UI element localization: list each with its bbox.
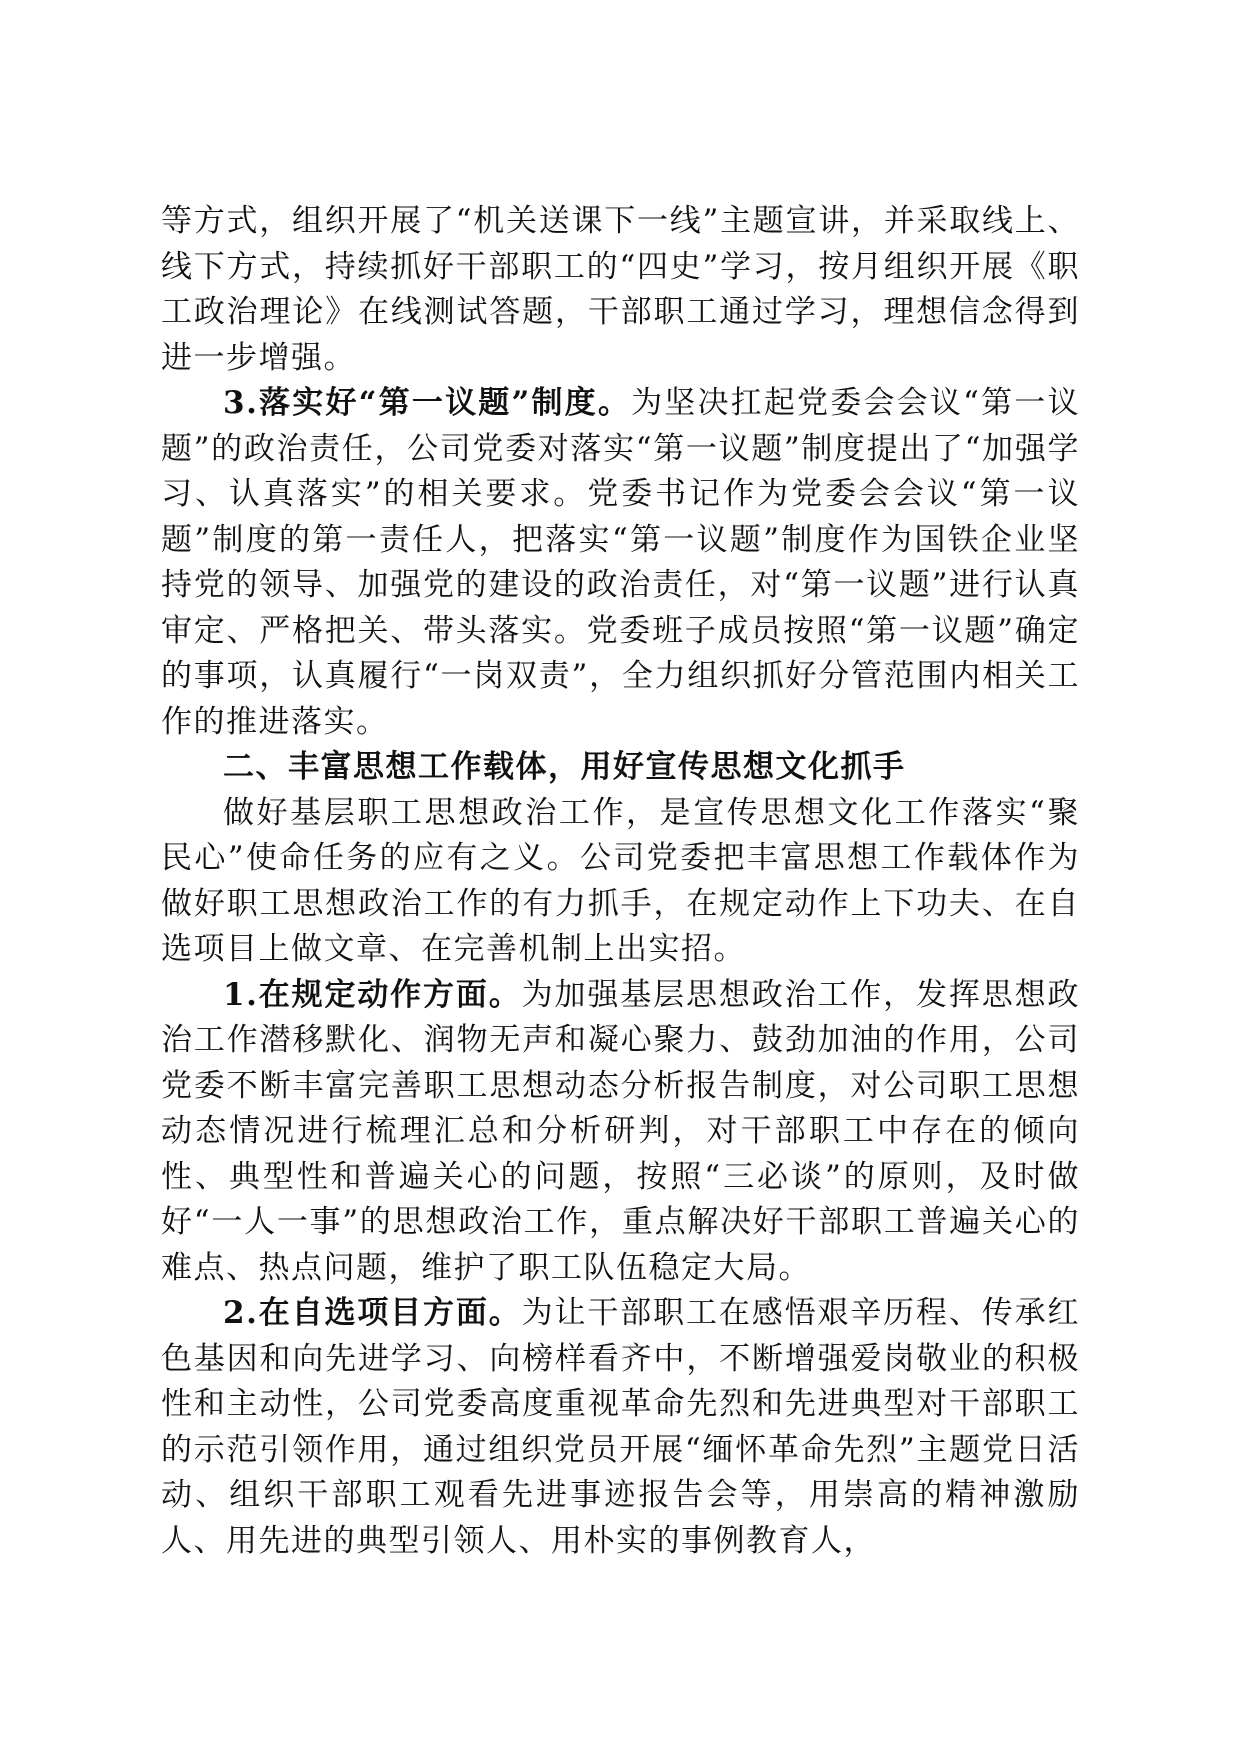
paragraph-lead: 2.在自选项目方面。 bbox=[223, 1295, 522, 1331]
paragraph-continuation: 等方式，组织开展了“机关送课下一线”主题宣讲，并采取线上、线下方式，持续抓好干部职工的“四史”学习，按月组织开展《职工政治理论》在线测试答题，干部职工通过学习，理想信念得到进一步增强。 bbox=[161, 203, 1080, 376]
paragraph-required-actions bbox=[161, 973, 1080, 1292]
paragraph-text: 为坚决扛起党委会会议“第一议题”的政治责任，公司党委对落实“第一议题”制度提出了“加强学习、认真落实”的相关要求。党委书记作为党委会会议“第一议题”制度的第一责任人，把落实“第一议题”制度作为国铁企业坚持党的领导、加强党的建设的政治责任，对“第一议题”进行认真审定、严格把关、带头落实。党委班子成员按照“第一议题”确定的事项，认真履行“一岗双责”，全力组织抓好分管范围内相关工作的推进落实。 bbox=[161, 385, 1080, 740]
paragraph-intro: 做好基层职工思想政治工作，是宣传思想文化工作落实“聚民心”使命任务的应有之义。公司党委把丰富思想工作载体作为做好职工思想政治工作的有力抓手，在规定动作上下功夫、在自选项目上做文章、在完善机制上出实招。 bbox=[161, 794, 1080, 967]
paragraph-text: 为加强基层思想政治工作，发挥思想政治工作潜移默化、润物无声和凝心聚力、鼓劲加油的作用，公司党委不断丰富完善职工思想动态分析报告制度，对公司职工思想动态情况进行梳理汇总和分析研判，对干部职工中存在的倾向性、典型性和普遍关心的问题，按照“三必谈”的原则，及时做好“一人一事”的思想政治工作，重点解决好干部职工普遍关心的难点、热点问题，维护了职工队伍稳定大局。 bbox=[161, 976, 1080, 1286]
paragraph-lead: 1.在规定动作方面。 bbox=[223, 976, 522, 1013]
paragraph-first-agenda bbox=[161, 381, 1080, 745]
document-body bbox=[161, 199, 1080, 1564]
paragraph-lead: 3.落实好“第一议题”制度。 bbox=[223, 385, 632, 421]
paragraph-text: 为让干部职工在感悟艰辛历程、传承红色基因和向先进学习、向榜样看齐中，不断增强爱岗敬业的积极性和主动性，公司党委高度重视革命先烈和先进典型对干部职工的示范引领作用，通过组织党员开展“缅怀革命先烈”主题党日活动、组织干部职工观看先进事迹报告会等，用崇高的精神激励人、用先进的典型引领人、用朴实的事例教育人， bbox=[161, 1295, 1080, 1559]
section-heading: 二、丰富思想工作载体，用好宣传思想文化抓手 bbox=[223, 749, 906, 785]
paragraph-optional-projects bbox=[161, 1291, 1080, 1564]
